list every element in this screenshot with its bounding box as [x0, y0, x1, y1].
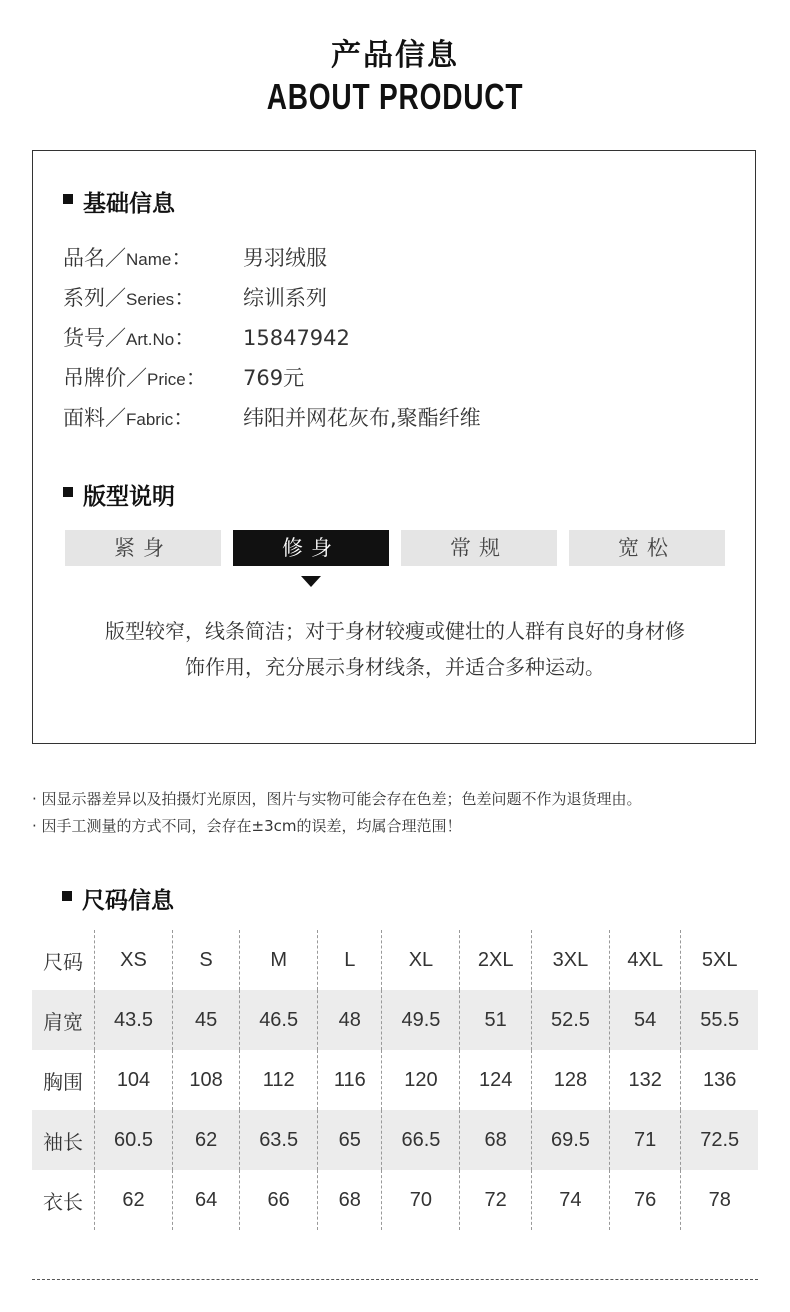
- size-header-cell: M: [240, 930, 318, 990]
- info-label-cn: 面料／: [63, 406, 126, 430]
- size-table: [32, 930, 758, 1230]
- info-value: 纬阳并网花灰布,聚酯纤维: [243, 406, 481, 430]
- disclaimer-note: · 因手工测量的方式不同，会存在±3cm的误差，均属合理范围！: [32, 817, 462, 835]
- size-header-label: 尺码: [32, 930, 95, 990]
- size-row: [32, 1050, 758, 1110]
- size-row-label: 胸围: [32, 1050, 95, 1110]
- size-cell: 65: [318, 1110, 382, 1170]
- info-label-colon: ：: [171, 246, 193, 270]
- size-cell: 74: [531, 1170, 609, 1230]
- size-info-heading-text: 尺码信息: [82, 888, 174, 914]
- fit-option[interactable]: 宽松: [569, 530, 725, 566]
- size-cell: 76: [609, 1170, 680, 1230]
- size-cell: 120: [382, 1050, 460, 1110]
- basic-info-heading: [63, 185, 175, 218]
- size-header-cell: XS: [95, 930, 173, 990]
- size-cell: 64: [173, 1170, 240, 1230]
- square-bullet-icon: [62, 891, 72, 901]
- info-label: [63, 403, 194, 435]
- size-row: [32, 1170, 758, 1230]
- info-value: 综训系列: [243, 286, 327, 310]
- page-subtitle: ABOUT PRODUCT: [266, 76, 524, 117]
- size-cell: 49.5: [382, 990, 460, 1050]
- size-header-cell: XL: [382, 930, 460, 990]
- size-cell: 104: [95, 1050, 173, 1110]
- square-bullet-icon: [63, 194, 73, 204]
- info-label: [63, 323, 195, 355]
- size-cell: 136: [703, 1068, 737, 1091]
- size-cell: 43.5: [95, 990, 173, 1050]
- size-cell: 66: [240, 1170, 318, 1230]
- page-title: 产品信息: [331, 38, 459, 73]
- basic-info-heading-text: 基础信息: [83, 191, 175, 217]
- size-cell: 48: [318, 990, 382, 1050]
- info-label-cn: 吊牌价／: [63, 366, 147, 390]
- size-header-row: [32, 930, 758, 990]
- size-header-cell: L: [318, 930, 382, 990]
- size-cell: 46.5: [240, 990, 318, 1050]
- product-info-box: [32, 150, 756, 744]
- fit-description-line: 版型较窄，线条简洁；对于身材较瘦或健壮的人群有良好的身材修: [105, 619, 685, 643]
- size-cell: 124: [460, 1050, 531, 1110]
- info-label-cn: 系列／: [63, 286, 126, 310]
- size-row-label: 袖长: [32, 1110, 95, 1170]
- size-cell: 112: [240, 1050, 318, 1110]
- size-row: [32, 1110, 758, 1170]
- size-header-cell: 4XL: [609, 930, 680, 990]
- disclaimer-notes: [32, 786, 642, 840]
- size-cell: 62: [173, 1110, 240, 1170]
- fit-option[interactable]: 常规: [401, 530, 557, 566]
- size-cell: 132: [609, 1050, 680, 1110]
- bottom-divider: [32, 1279, 758, 1280]
- size-cell: 52.5: [531, 990, 609, 1050]
- fit-heading-text: 版型说明: [83, 484, 175, 510]
- info-label-cn: 品名／: [63, 246, 126, 270]
- info-label-cn: 货号／: [63, 326, 126, 350]
- size-info-heading: [62, 882, 174, 915]
- size-cell: 62: [95, 1170, 173, 1230]
- size-cell: 128: [531, 1050, 609, 1110]
- info-label-en: Name: [126, 250, 172, 269]
- fit-option[interactable]: 紧身: [65, 530, 221, 566]
- size-cell: 63.5: [240, 1110, 318, 1170]
- info-label-en: Series: [126, 290, 175, 309]
- size-cell: 78: [708, 1188, 731, 1211]
- info-label-colon: ：: [173, 406, 195, 430]
- info-label-en: Fabric: [126, 410, 174, 429]
- size-cell: 60.5: [95, 1110, 173, 1170]
- size-cell: 70: [382, 1170, 460, 1230]
- size-row-label: 衣长: [32, 1170, 95, 1230]
- fit-heading: [63, 478, 175, 511]
- size-row-label: 肩宽: [32, 990, 95, 1050]
- info-label-en: Art.No: [126, 330, 175, 349]
- fit-description-line: 饰作用，充分展示身材线条，并适合多种运动。: [185, 655, 605, 679]
- size-cell: 51: [460, 990, 531, 1050]
- info-label-colon: ：: [174, 286, 196, 310]
- size-cell: 54: [609, 990, 680, 1050]
- size-cell: 71: [609, 1110, 680, 1170]
- size-cell: 55.5: [681, 990, 758, 1050]
- disclaimer-note: · 因显示器差异以及拍摄灯光原因，图片与实物可能会存在色差；色差问题不作为退货理由。: [32, 790, 642, 808]
- size-cell: 68: [318, 1170, 382, 1230]
- info-label: [63, 363, 207, 395]
- size-cell: 68: [460, 1110, 531, 1170]
- size-header-cell: S: [173, 930, 240, 990]
- square-bullet-icon: [63, 487, 73, 497]
- size-cell: 66.5: [382, 1110, 460, 1170]
- size-cell: 45: [173, 990, 240, 1050]
- size-header-cell: 3XL: [531, 930, 609, 990]
- fit-option[interactable]: 修身: [233, 530, 389, 566]
- info-value: 769元: [243, 366, 305, 390]
- size-header-cell: 5XL: [701, 948, 738, 971]
- info-value: 男羽绒服: [243, 246, 327, 270]
- size-header-cell: 2XL: [460, 930, 531, 990]
- size-row: [32, 990, 758, 1050]
- info-label: [63, 243, 192, 275]
- size-cell: 116: [318, 1050, 382, 1110]
- info-value: 15847942: [243, 326, 350, 350]
- info-label-en: Price: [147, 370, 186, 389]
- info-label: [63, 283, 195, 315]
- size-cell: 69.5: [531, 1110, 609, 1170]
- info-label-colon: ：: [174, 326, 196, 350]
- fit-description: [53, 613, 737, 685]
- size-cell: 108: [173, 1050, 240, 1110]
- size-cell: 72: [460, 1170, 531, 1230]
- caret-down-icon: [301, 576, 321, 587]
- info-label-colon: ：: [185, 366, 207, 390]
- size-cell: 72.5: [681, 1110, 758, 1170]
